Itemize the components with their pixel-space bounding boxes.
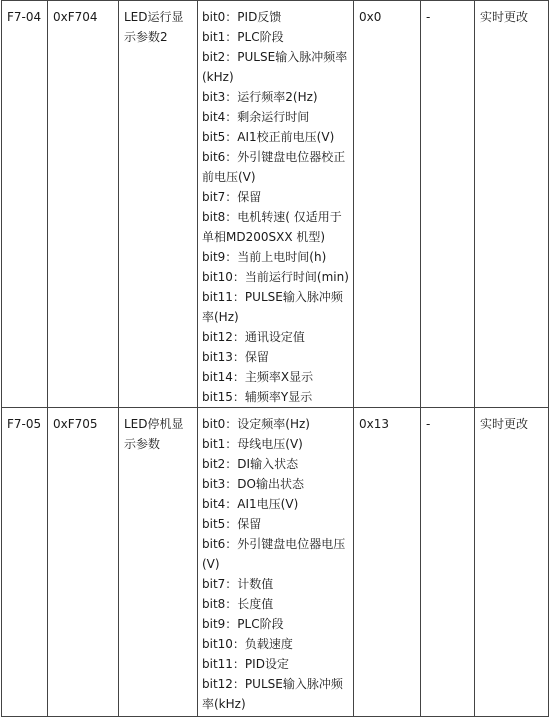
bit-item: bit11：PID设定 (202, 657, 289, 671)
bit-item: bit9：PLC阶段 (202, 617, 284, 631)
bit-item: bit1：PLC阶段 (202, 30, 284, 44)
bit-item: bit10：负载速度 (202, 637, 293, 651)
bit-item: bit12：通讯设定值 (202, 330, 305, 344)
param-name: LED停机显示参数 (119, 408, 198, 717)
bit-item: bit2：DI输入状态 (202, 457, 299, 471)
param-range: - (421, 408, 475, 717)
bit-item: bit3：DO输出状态 (202, 477, 304, 491)
bit-item: bit15：辅频率Y显示 (202, 390, 313, 404)
parameter-table (1, 0, 549, 717)
param-code: F7-05 (2, 408, 48, 717)
param-mode: 实时更改 (475, 1, 549, 408)
bit-item: bit3：运行频率2(Hz) (202, 90, 318, 104)
bit-item: bit8：长度值 (202, 597, 274, 611)
table-row (2, 408, 549, 717)
param-name: LED运行显示参数2 (119, 1, 198, 408)
bit-list (198, 408, 354, 717)
bit-item: bit7：计数值 (202, 577, 274, 591)
bit-item: bit10：当前运行时间(min) (202, 270, 349, 284)
param-default: 0x0 (354, 1, 421, 408)
bit-item: bit6：外引键盘电位器电压(V) (202, 537, 346, 571)
bit-item: bit1：母线电压(V) (202, 437, 303, 451)
bit-item: bit7：保留 (202, 190, 262, 204)
bit-item: bit14：主频率X显示 (202, 370, 314, 384)
table-row (2, 1, 549, 408)
bit-item: bit0：PID反馈 (202, 10, 282, 24)
bit-item: bit6：外引键盘电位器校正前电压(V) (202, 150, 346, 184)
param-default: 0x13 (354, 408, 421, 717)
bit-item: bit5：AI1校正前电压(V) (202, 130, 335, 144)
bit-item: bit0：设定频率(Hz) (202, 417, 310, 431)
bit-item: bit2：PULSE输入脉冲频率(kHz) (202, 50, 348, 84)
bit-item: bit8：电机转速( 仅适用于单相MD200SXX 机型) (202, 210, 342, 244)
param-address: 0xF705 (48, 408, 119, 717)
bit-item: bit13：保留 (202, 350, 269, 364)
bit-item: bit11：PULSE输入脉冲频率(Hz) (202, 290, 343, 324)
bit-item: bit4：剩余运行时间 (202, 110, 310, 124)
param-range: - (421, 1, 475, 408)
bit-list (198, 1, 354, 408)
param-address: 0xF704 (48, 1, 119, 408)
param-mode: 实时更改 (475, 408, 549, 717)
param-code: F7-04 (2, 1, 48, 408)
bit-item: bit9：当前上电时间(h) (202, 250, 327, 264)
bit-item: bit12：PULSE输入脉冲频率(kHz) (202, 677, 343, 711)
bit-item: bit5：保留 (202, 517, 262, 531)
bit-item: bit4：AI1电压(V) (202, 497, 299, 511)
